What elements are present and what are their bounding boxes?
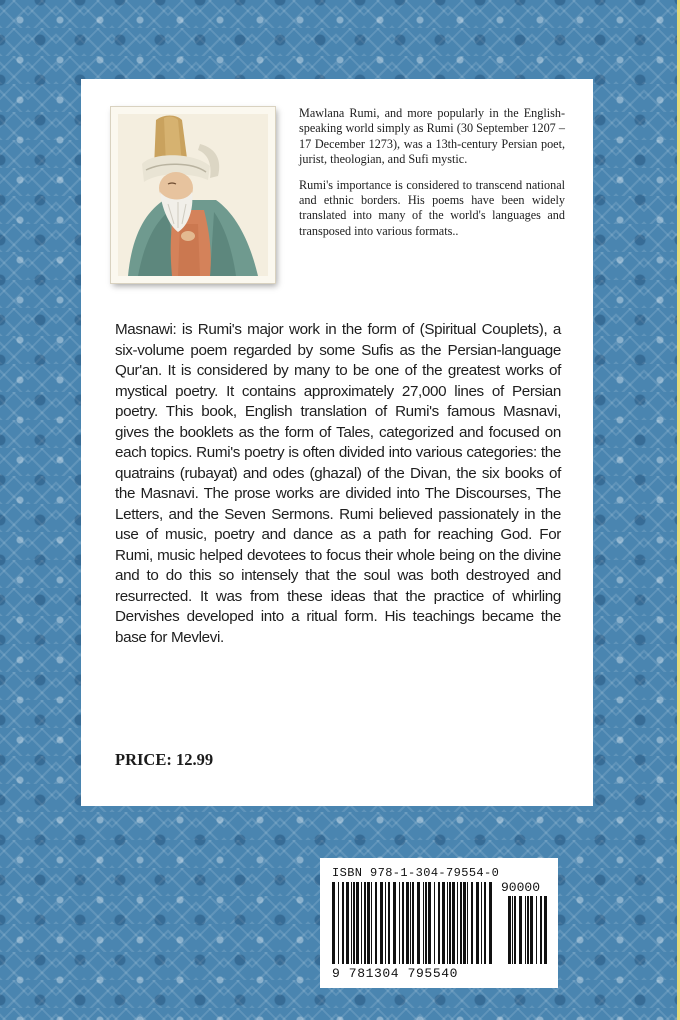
book-description: Masnawi: is Rumi's major work in the form of (Spiritual Couplets), a six-volume poem regarded by some Sufis as the Persian-language Qur'an. It is considered by many to be one of the greatest works of mystical poetry. It contains approximately 27,000 lines of Persian poetry. This book, English translation of Rumi's famous Masnavi, gives the booklets as the form of Tales, categorized and focused on each topics. Rumi's poetry is often divided into various categories: the quatrains (rubayat) and odes (ghazal) of the Divan, the six books of the Masnavi. The prose works are divided into The Discourses, The Letters, and the Seven Sermons. Rumi believed passionately in the use of music, poetry and dance as a path for reaching God. For Rumi, music helped devotees to focus their whole being on the divine and to do this so intensely that the soul was both destroyed and resurrected. It was from these ideas that the practice of whirling Dervishes developed into a ritual form. His teachings became the base for Mevlevi. (115, 321, 561, 646)
bio-paragraph: Mawlana Rumi, and more popularly in the English-speaking world simply as Rumi (30 September 1207 – 17 December 1273), was a 13th-century Persian poet, jurist, theologian, and Sufi mystic. (299, 106, 565, 167)
author-bio (299, 106, 565, 249)
back-cover-text-panel (81, 79, 593, 806)
isbn-barcode-box (320, 858, 558, 988)
barcode-addon-bars (508, 896, 548, 964)
bio-paragraph: Rumi's importance is considered to transcend national and ethnic borders. His poems have been widely translated into many of the world's languages and transposed into various formats.. (299, 177, 565, 238)
barcode-bars (332, 882, 492, 964)
rumi-portrait (118, 114, 268, 276)
isbn-label: ISBN 978-1-304-79554-0 (332, 866, 500, 880)
barcode-digits: 9 781304 795540 (332, 966, 459, 981)
price-label: PRICE: 12.99 (115, 750, 214, 769)
price-code: 90000 (500, 880, 540, 895)
portrait-frame (111, 107, 275, 283)
